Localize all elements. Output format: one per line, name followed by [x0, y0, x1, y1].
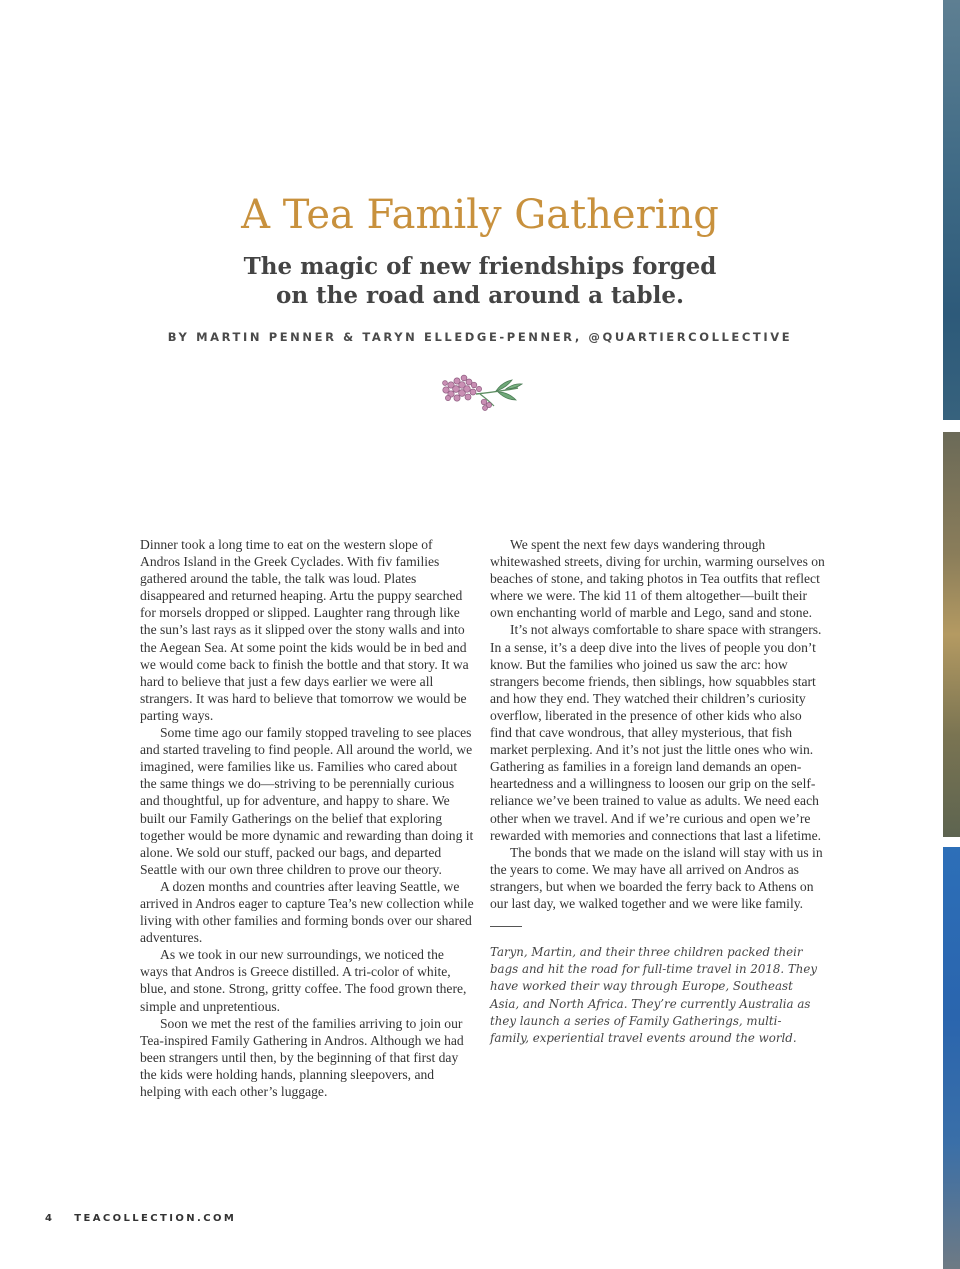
paragraph: Some time ago our family stopped traveling to see places and started traveling to find people. All around the world, we imagined, were families like us. Families who cared about the same things we do—striving to be perennially curious and thoughtful, up for adventure, and happy to share. We built our Family Gatherings on the belief that exploring together would be more dynamic and rewarding than doing it alone. We sold our stuff, packed our bags, and departed Seattle with our own three children to prove our theory. — [140, 725, 474, 877]
subtitle-line: The magic of new friendships forged — [243, 253, 717, 280]
paragraph: We spent the next few days wandering through whitewashed streets, diving for urchin, warming ourselves on beaches of stone, and taking photos in Tea outfits that reflect where we were. The kid 11 of them altogether—built their own enchanting world of marble and Lego, sand and stone. — [490, 537, 825, 621]
paragraph: As we took in our new surroundings, we noticed the ways that Andros is Greece distilled. A tri-color of white, blue, and stone. Strong, gritty coffee. The food grown there, simple and unpretentious. — [140, 947, 467, 1014]
page-number: 4 — [45, 1213, 55, 1224]
section-divider — [490, 926, 522, 927]
paragraph: It’s not always comfortable to share space with strangers. In a sense, it’s a deep dive into the lives of people you don’t know. But the families who joined us saw the arc: how strangers become friends, then siblings, how squabbles start and how they end. They watched their children’s curiosity overflow, liberated in the presence of other kids who also find that cave wondrous, that alley mysterious, that fish market perplexing. And it’s not just the little ones who win. Gathering as families in a foreign land demands an open-heartedness and a willingness to loosen our grip on the self-reliance we’ve been trained to value as adults. We need each other when we travel. And if we’re curious and open we’re rewarded with memories and connections that last a lifetime. — [490, 622, 822, 843]
article-subtitle — [180, 252, 780, 310]
paragraph: Dinner took a long time to eat on the western slope of Andros Island in the Greek Cyclades. With fiv families gathered around the table, the talk was loud. Plates disappeared and returned heaping. Artu the puppy searched for morsels dropped or slipped. Laughter rang through like the sun’s last rays as it slipped over the stony walls and into the Aegean Sea. At some point the kids would be in bed and we would come back to finish the bottle and that story. It wa hard to believe that just a few days earlier we were all strangers. It was hard to believe that tomorrow we would be parting ways. — [140, 537, 469, 723]
photo-strip-landscape — [943, 432, 960, 837]
site-url: TEACOLLECTION.COM — [74, 1213, 237, 1224]
article-column-right — [490, 536, 825, 1047]
paragraph: The bonds that we made on the island will stay with us in the years to come. We may have all arrived on Andros as strangers, but when we boarded the ferry back to Athens on our last day, we walked together and we were like family. — [490, 844, 823, 911]
article-title: A Tea Family Gathering — [241, 192, 719, 238]
lavender-sprig-icon — [436, 370, 526, 412]
article-column-left — [140, 536, 475, 1100]
byline: BY MARTIN PENNER & TARYN ELLEDGE-PENNER, @QUARTIERCOLLECTIVE — [167, 330, 793, 344]
subtitle-line: on the road and around a table. — [275, 282, 684, 309]
paragraph: A dozen months and countries after leaving Seattle, we arrived in Andros eager to capture Tea’s new collection while living with other families and forming bonds over our shared adventures. — [140, 878, 474, 946]
author-bio: Taryn, Martin, and their three children packed their bags and hit the road for full-time travel in 2018. They have worked their way through Europe, Southeast Asia, and North Africa. They’re currently Australia as they launch a series of Family Gatherings, multi-family, experiential travel events around the world. — [490, 945, 818, 1046]
photo-strip-sea — [943, 0, 960, 420]
photo-strip-blue-door — [943, 847, 960, 1269]
page-footer — [45, 1213, 236, 1224]
paragraph: Soon we met the rest of the families arriving to join our Tea-inspired Family Gathering in Andros. Although we had been strangers until then, by the beginning of that first day the kids were holding hands, planning sleepovers, and helping with each other’s luggage. — [140, 1015, 464, 1099]
